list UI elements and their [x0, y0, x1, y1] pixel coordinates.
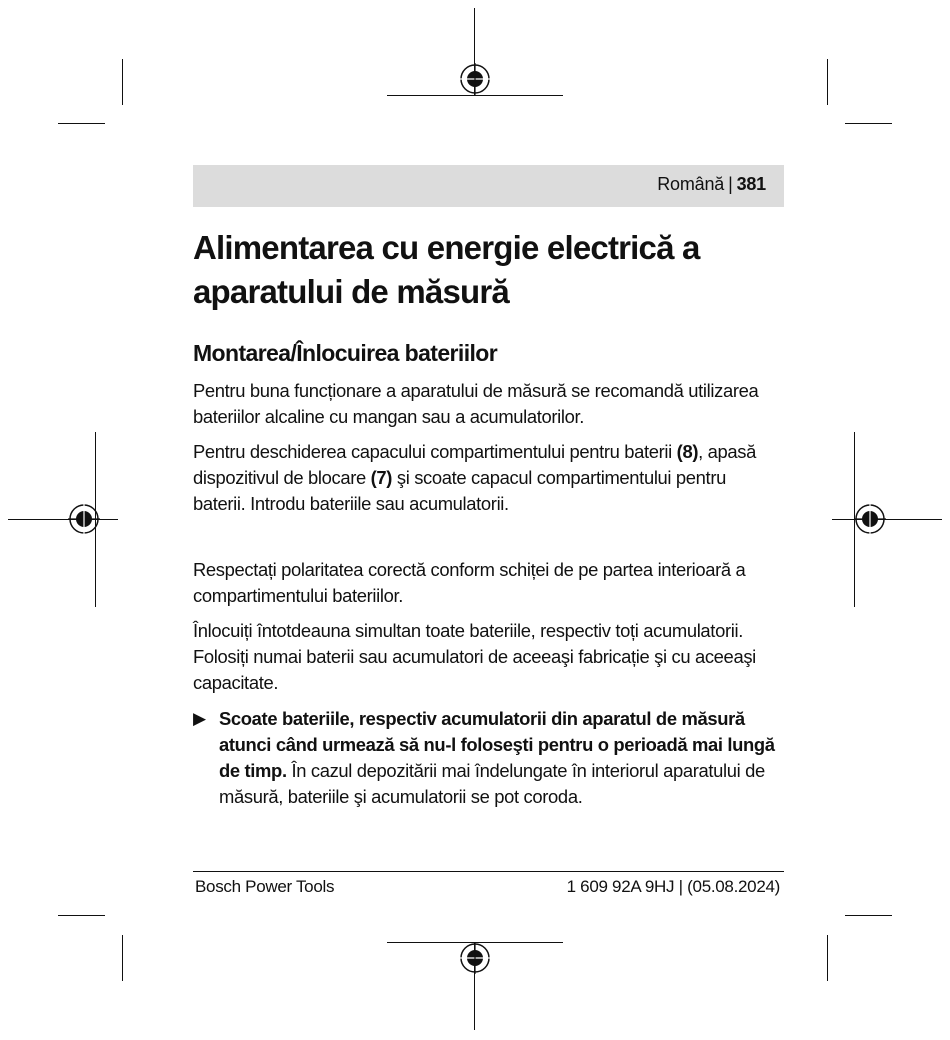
paragraph-2	[193, 439, 773, 517]
crop-mark-tr-h	[845, 123, 892, 124]
crop-mark-tl-h	[58, 123, 105, 124]
paragraph-2-text	[193, 439, 773, 517]
paragraph-3	[193, 557, 773, 609]
ref-8: (8)	[676, 441, 699, 462]
crop-mark-bl-v	[122, 935, 123, 981]
registration-target-icon	[68, 503, 100, 535]
crop-mark-left-h	[8, 519, 118, 520]
ref-7: (7)	[370, 467, 393, 488]
paragraph-2-part-c: şi scoate capacul compartimentului pentru baterii. Introdu bateriile sau acumulatorii.	[193, 467, 726, 514]
paragraph-1	[193, 378, 773, 430]
registration-target-icon	[854, 503, 886, 535]
crop-mark-tr-v	[827, 59, 828, 105]
header-language: Română	[657, 174, 725, 194]
page-header	[193, 165, 784, 207]
registration-target-icon	[459, 63, 491, 95]
paragraph-4-text: Înlocuiți întotdeauna simultan toate bateriile, respectiv toți acumulatorii. Folosiți numai baterii sau acumulatori de aceeaşi fabricație şi cu aceeaşi capacitate.	[193, 620, 756, 693]
header-separator: |	[728, 174, 733, 194]
paragraph-4	[193, 618, 773, 696]
footer-left: Bosch Power Tools	[195, 877, 335, 896]
section-subtitle: Montarea/Înlocuirea bateriilor	[193, 340, 498, 366]
crop-mark-bl-h	[58, 915, 105, 916]
crop-mark-right-h	[832, 519, 942, 520]
crop-mark-br-v	[827, 935, 828, 981]
warning-detail: În cazul depozitării mai îndelungate în interiorul aparatului de măsură, bateriile şi acumulatorii se pot coroda.	[219, 760, 765, 807]
bullet-triangle-icon: ▶	[193, 709, 206, 728]
crop-mark-br-h	[845, 915, 892, 916]
header-text	[657, 174, 766, 195]
paragraph-2-part-a: Pentru deschiderea capacului compartimentului pentru baterii	[193, 441, 677, 462]
crop-mark-tl-v	[122, 59, 123, 105]
page-number: 381	[736, 174, 766, 194]
warning-item	[193, 706, 783, 810]
page-title: Alimentarea cu energie electrică a aparatului de măsură	[193, 229, 700, 310]
footer-divider	[193, 871, 784, 872]
crop-mark-top-hline	[387, 95, 563, 96]
paragraph-3-text: Respectați polaritatea corectă conform schiței de pe partea interioară a compartimentului bateriilor.	[193, 559, 746, 606]
warning-bold: Scoate bateriile, respectiv acumulatorii din aparatul de măsură atunci când urmează să nu-l foloseşti pentru o perioadă mai lungă de timp.	[219, 708, 775, 781]
warning-text	[219, 706, 783, 810]
registration-target-icon	[459, 942, 491, 974]
paragraph-2-part-b: , apasă dispozitivul de blocare	[193, 441, 756, 488]
footer-right: 1 609 92A 9HJ | (05.08.2024)	[566, 877, 780, 896]
paragraph-1-text: Pentru buna funcționare a aparatului de măsură se recomandă utilizarea bateriilor alcaline cu mangan sau a acumulatorilor.	[193, 380, 759, 427]
